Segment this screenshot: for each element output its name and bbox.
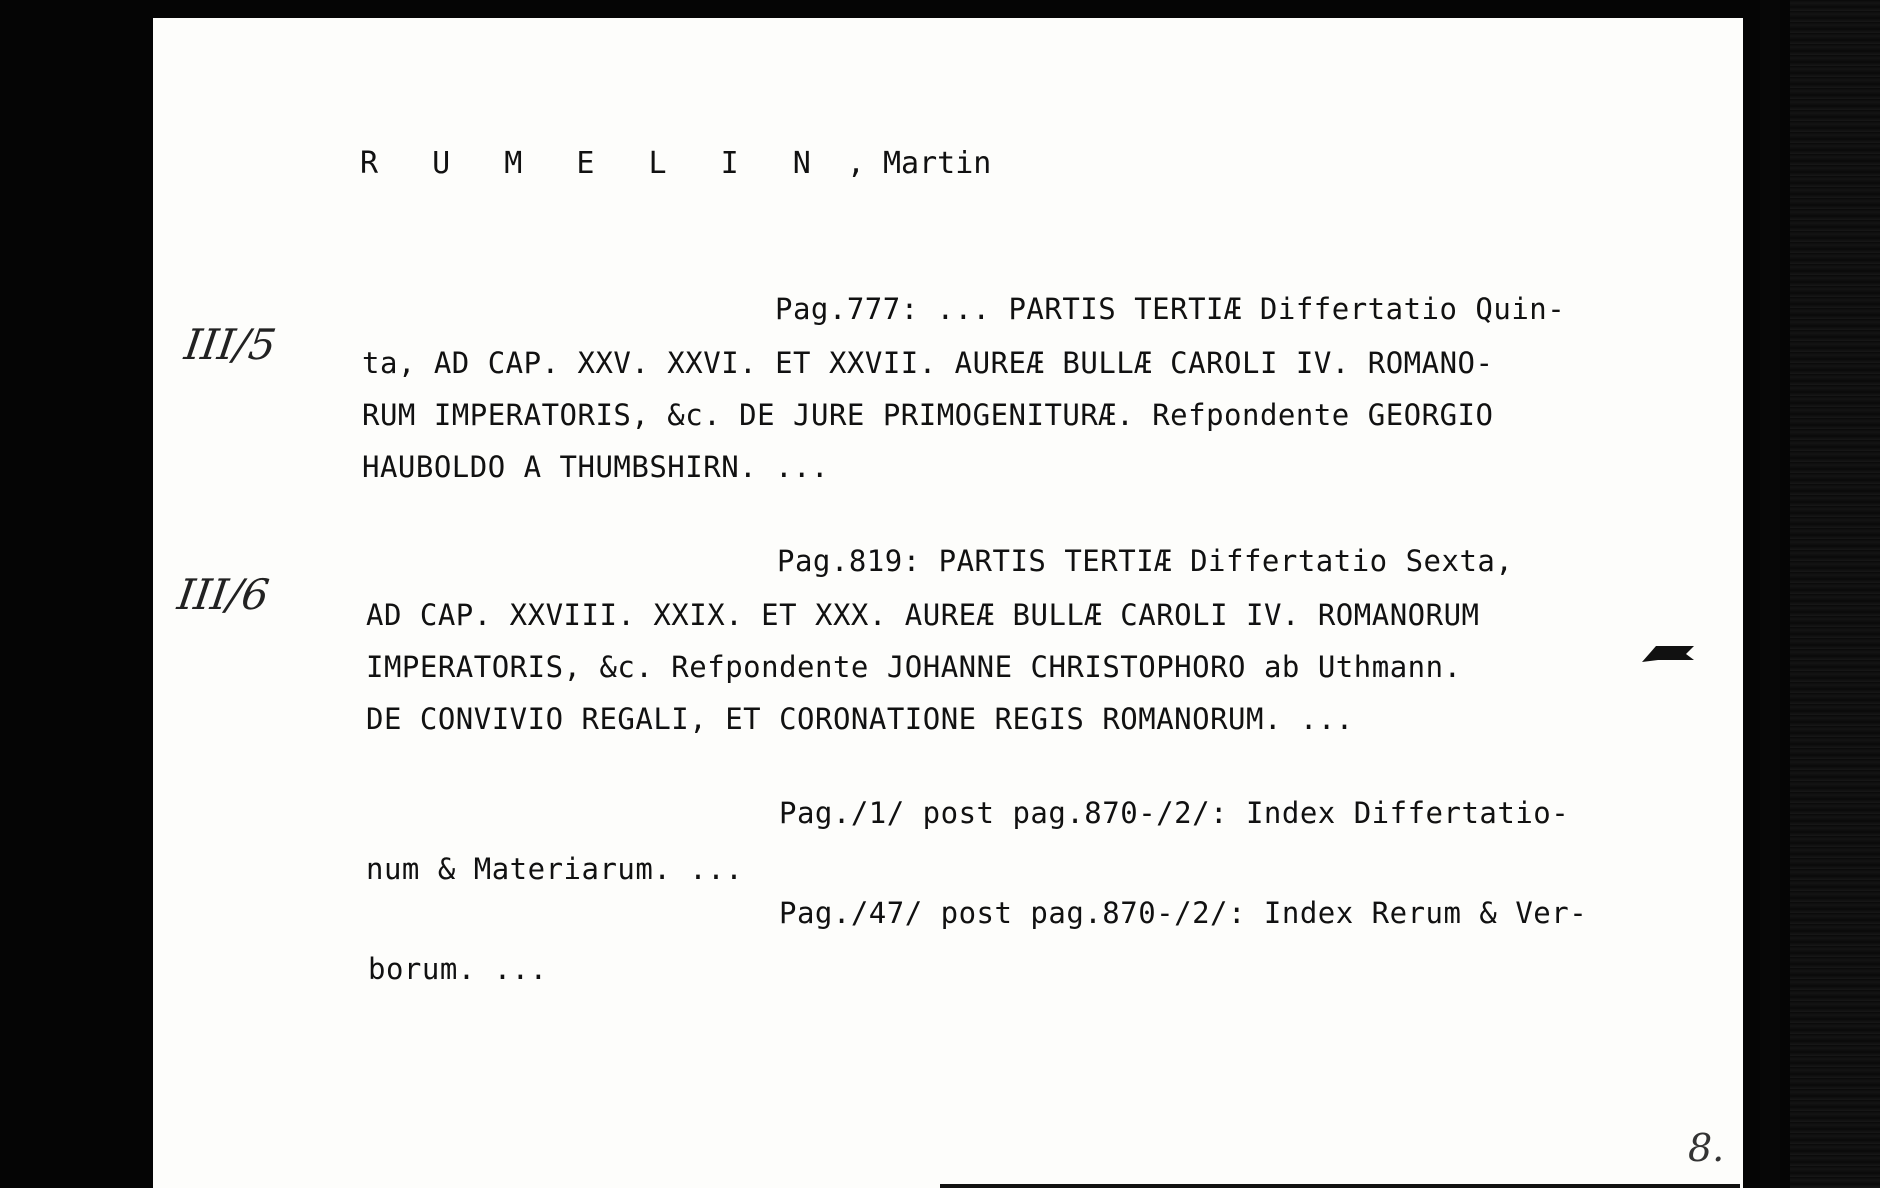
margin-note-volume-1: III/5: [181, 320, 280, 369]
entry-2-line-2: AD CAP. XXVIII. XXIX. ET XXX. AUREÆ BULLÆ CAROLI IV. ROMANORUM: [366, 598, 1480, 632]
page-number: 8.: [1688, 1126, 1725, 1170]
heading-given-name: , Martin: [828, 146, 992, 181]
margin-note-volume-2: III/6: [174, 570, 273, 619]
insert-mark-icon: [1638, 640, 1698, 666]
entry-1-line-1: Pag.777: ... PARTIS TERTIÆ Differtatio Quin-: [775, 292, 1566, 326]
entry-1-line-2: ta, AD CAP. XXV. XXVI. ET XXVII. AUREÆ BULLÆ CAROLI IV. ROMANO-: [362, 346, 1494, 380]
entry-3-line-1: Pag./1/ post pag.870-/2/: Index Differtatio-: [779, 796, 1570, 830]
entry-2-line-1: Pag.819: PARTIS TERTIÆ Differtatio Sexta,: [777, 544, 1514, 578]
entry-4-line-2: borum. ...: [368, 952, 548, 986]
entry-1-line-3: RUM IMPERATORIS, &c. DE JURE PRIMOGENITURÆ. Refpondente GEORGIO: [362, 398, 1494, 432]
entry-2-line-3: IMPERATORIS, &c. Refpondente JOHANNE CHRISTOPHORO ab Uthmann.: [366, 650, 1462, 684]
heading-surname: R U M E L I N: [360, 146, 829, 181]
film-edge: [1790, 0, 1880, 1188]
entry-4-line-1: Pag./47/ post pag.870-/2/: Index Rerum & Ver-: [779, 896, 1588, 930]
entry-1-line-4: HAUBOLDO A THUMBSHIRN. ...: [362, 450, 829, 484]
entry-3-line-2: num & Materiarum. ...: [366, 852, 744, 886]
entry-2-line-4: DE CONVIVIO REGALI, ET CORONATIONE REGIS ROMANORUM. ...: [366, 702, 1354, 736]
card-bottom-rule: [940, 1184, 1740, 1188]
film-edge-inner: [1760, 0, 1780, 1188]
card-heading: [360, 146, 991, 181]
